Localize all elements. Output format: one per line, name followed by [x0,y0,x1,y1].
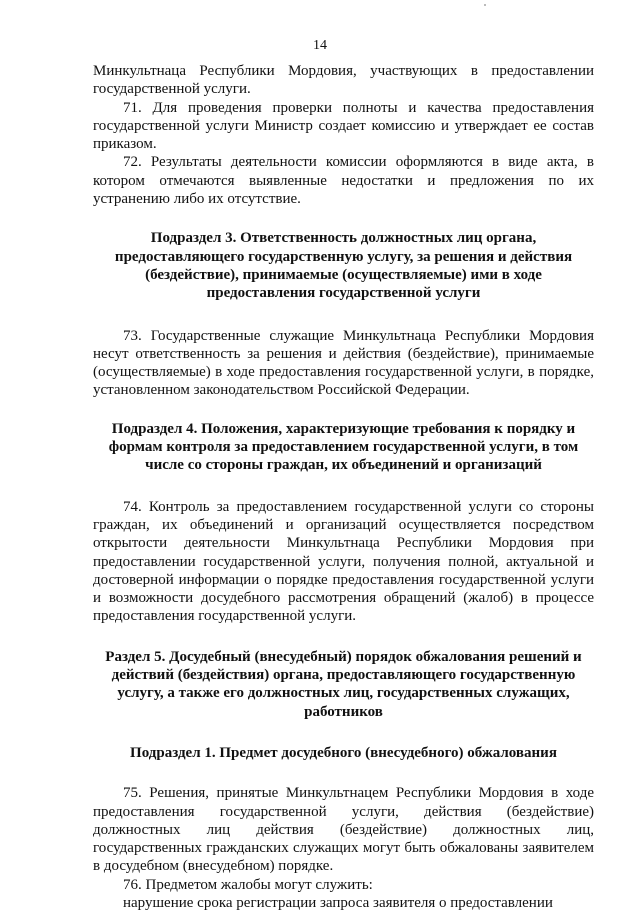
section-heading: Подраздел 3. Ответственность должностных лиц органа, предоставляющего государственную услугу, за решения и действия (бездействие), принимаемые (осуществляемые) ими в ходе предоставления государственной услуги [114,230,573,302]
paragraph: Минкультнаца Республики Мордовия, участвующих в предоставлении государственной услуги. [93,63,594,98]
paragraph: 72. Результаты деятельности комиссии оформляются в виде акта, в котором отмечаются выявленные недостатки и предложения по их устранению либо их отсутствие. [93,154,594,208]
paragraph: 75. Решения, принятые Минкультнацем Республики Мордовия в ходе предоставления государственной услуги, действия (бездействие) должностных лиц действия (бездействие) должностных лиц, государственных гражданских служащих могут быть обжалованы заявителем в досудебном (внесудебном) порядке. [93,785,594,875]
paragraph: нарушение срока регистрации запроса заявителя о предоставлении [123,894,553,911]
paragraph: 73. Государственные служащие Минкультнаца Республики Мордовия несут ответственность за решения и действия (бездействие), принимаемые (осуществляемые) в ходе предоставления государственной услуги, в порядке, установленном законодательством Российской Федерации. [93,327,594,399]
section-heading: Подраздел 4. Положения, характеризующие требования к порядку и формам контроля за предоставлением государственной услуги, в том числе со стороны граждан, их объединений и организаций [108,420,579,474]
paragraph: 74. Контроль за предоставлением государственной услуги со стороны граждан, их объединений и организаций осуществляется посредством открытости деятельности Минкультнаца Республики Мордовия при предоставлении государственной услуги, получения полной, актуальной и достоверной информации о порядке предоставления государственной услуги и возможности досудебного рассмотрения обращений (жалоб) в процессе предоставления государственной услуги. [93,498,594,625]
paragraph: 71. Для проведения проверки полноты и качества предоставления государственной услуги Министр создает комиссию и утверждает ее состав приказом. [93,99,594,153]
section-heading: Раздел 5. Досудебный (внесудебный) порядок обжалования решений и действий (бездействия) органа, предоставляющего государственную услугу, а также его должностных лиц, государственных служащих, работников [105,648,582,720]
scan-speck [484,4,486,6]
paragraph: 76. Предметом жалобы могут служить: [123,876,373,893]
page-number: 14 [313,38,327,53]
document-body [93,62,594,912]
section-heading: Подраздел 1. Предмет досудебного (внесудебного) обжалования [130,744,557,761]
